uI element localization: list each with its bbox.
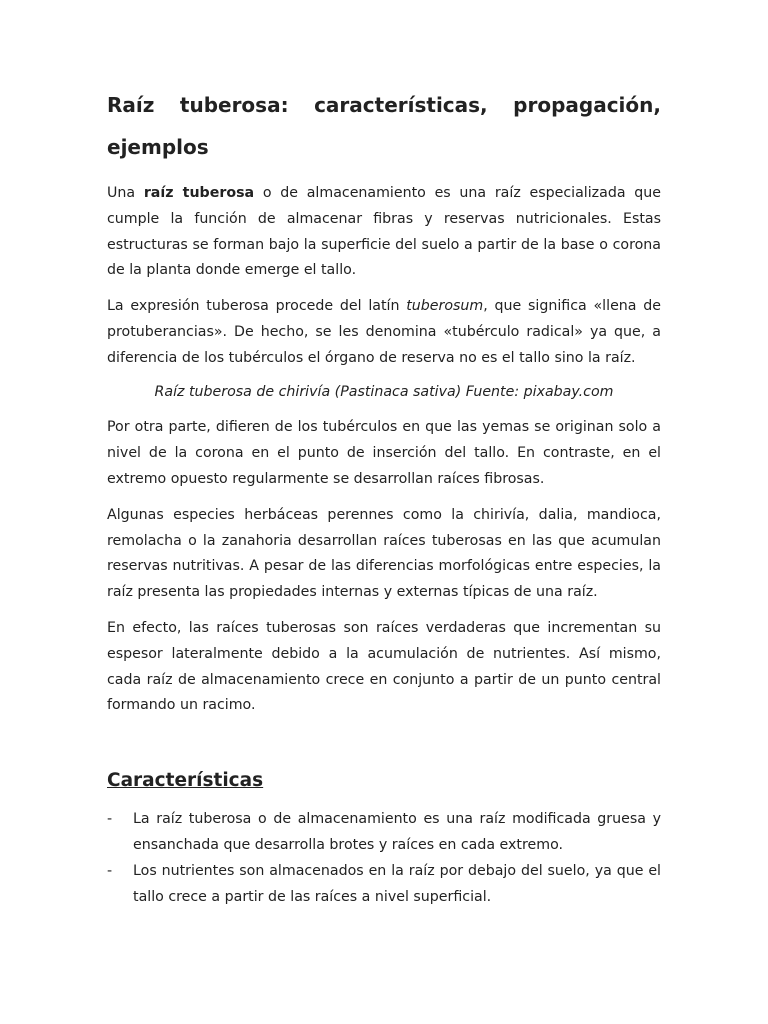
page-title: Raíz tuberosa: características, propagación, ejemplos bbox=[107, 93, 661, 159]
etymology-paragraph bbox=[107, 294, 661, 371]
list-marker: - bbox=[107, 862, 113, 879]
list-item bbox=[107, 807, 661, 859]
characteristics-list bbox=[107, 807, 661, 910]
list-item-text: La raíz tuberosa o de almacenamiento es una raíz modificada gruesa y ensanchada que desarrolla brotes y raíces en cada extremo. bbox=[133, 811, 661, 853]
intro-rest: o de almacenamiento es una raíz especializada que cumple la función de almacenar fibras y reservas nutricionales. Estas estructuras se forman bajo la superficie del suelo a partir de la base o corona de la planta donde emerge el tallo. bbox=[107, 185, 661, 279]
document-page bbox=[107, 84, 661, 910]
body-paragraph-3: En efecto, las raíces tuberosas son raíces verdaderas que incrementan su espesor lateralmente debido a la acumulación de nutrientes. Así mismo, cada raíz de almacenamiento crece en conjunto a partir de un punto central formando un racimo. bbox=[107, 619, 661, 714]
etymology-rest: , que significa «llena de protuberancias». De hecho, se les denomina «tubérculo radical» ya que, a diferencia de los tubérculos el órgano de reserva no es el tallo sino la raíz. bbox=[107, 298, 661, 366]
list-item-text: Los nutrientes son almacenados en la raíz por debajo del suelo, ya que el tallo crece a partir de las raíces a nivel superficial. bbox=[133, 862, 661, 905]
body-paragraph-1: Por otra parte, difieren de los tubérculos en que las yemas se originan solo a nivel de la corona en el punto de inserción del tallo. En contraste, en el extremo opuesto regularmente se desarrollan raíces fibrosas. bbox=[107, 419, 661, 487]
body-paragraph-2: Algunas especies herbáceas perennes como la chirivía, dalia, mandioca, remolacha o la zanahoria desarrollan raíces tuberosas en las que acumulan reservas nutritivas. A pesar de las diferencias morfológicas entre especies, la raíz presenta las propiedades internas y externas típicas de una raíz. bbox=[107, 506, 661, 601]
intro-paragraph bbox=[107, 181, 661, 284]
image-caption: Raíz tuberosa de chirivía (Pastinaca sativa) Fuente: pixabay.com bbox=[154, 383, 614, 400]
list-item bbox=[107, 859, 661, 911]
list-marker: - bbox=[107, 811, 113, 828]
etymology-lead: La expresión tuberosa procede del latín bbox=[107, 298, 407, 315]
intro-bold-term: raíz tuberosa bbox=[143, 185, 255, 201]
section-heading-caracteristicas: Características bbox=[107, 770, 264, 792]
intro-lead: Una bbox=[107, 185, 144, 201]
etymology-latin-term: tuberosum bbox=[406, 298, 484, 315]
